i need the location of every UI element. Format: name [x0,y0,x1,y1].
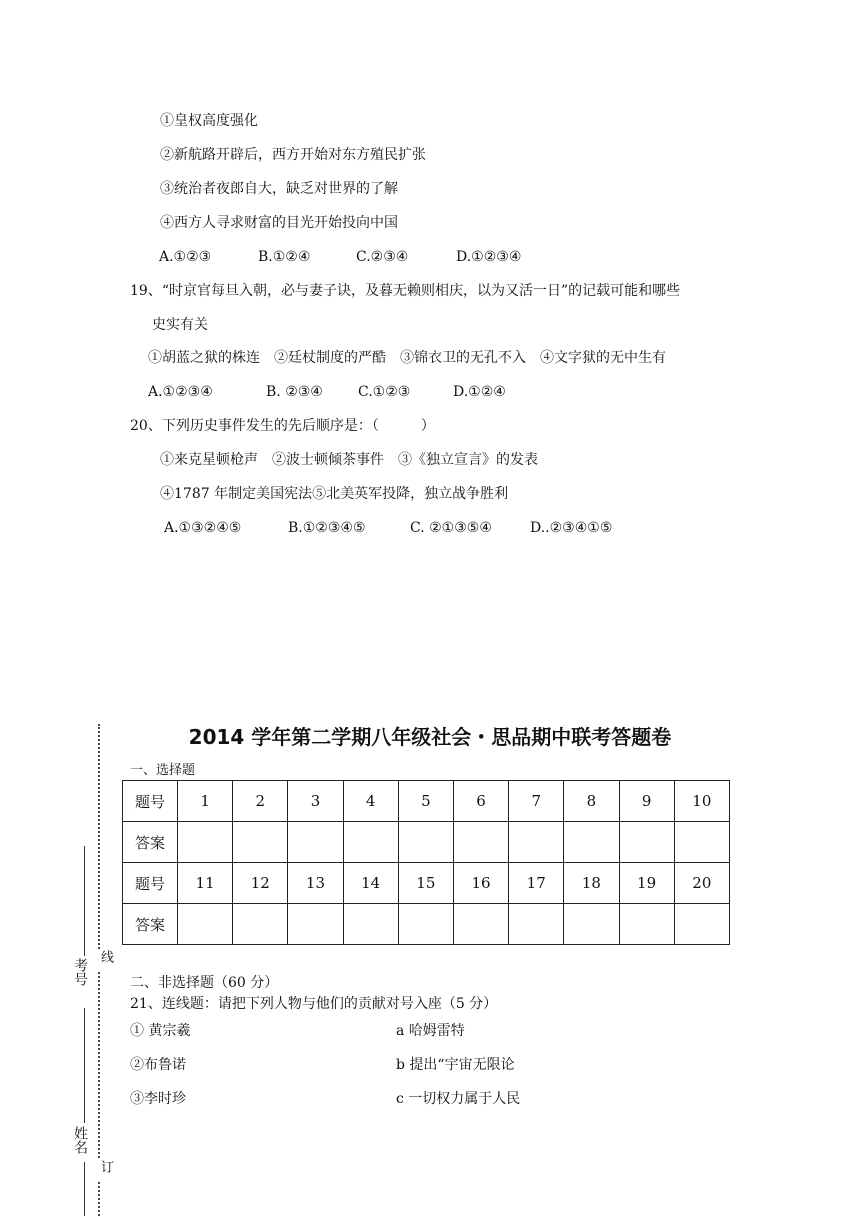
q18-item-3: ③统治者夜郎自大，缺乏对世界的了解 [160,181,398,197]
q18-option-b: B.①②④ [258,249,311,265]
table-row [123,904,730,945]
answer-cell[interactable] [619,904,674,945]
answer-cell[interactable] [398,904,453,945]
q20-option-a: A.①③②④⑤ [164,520,242,536]
q19-option-c: C.①②③ [358,384,411,400]
answer-cell[interactable] [674,822,729,863]
answer-cell[interactable] [398,822,453,863]
question-number-cell: 7 [509,781,564,822]
question-number-cell: 18 [564,863,619,904]
section-nonchoice-heading: 二、非选择题（60 分） [130,975,279,991]
q19-option-b: B. ②③④ [266,384,323,400]
question-number-cell: 10 [674,781,729,822]
question-number-cell: 2 [233,781,288,822]
question-number-cell: 12 [233,863,288,904]
question-number-cell: 3 [288,781,343,822]
q21-person-1: ① 黄宗羲 [130,1023,191,1039]
question-number-cell: 9 [619,781,674,822]
q19-items: ①胡蓝之狱的株连 ②廷杖制度的严酷 ③锦衣卫的无孔不入 ④文字狱的无中生有 [148,350,666,366]
q19-stem-line2: 史实有关 [152,317,208,333]
question-number-cell: 14 [343,863,398,904]
q20-option-d: D..②③④①⑤ [530,520,613,536]
answer-cell[interactable] [453,904,508,945]
answer-cell[interactable] [288,822,343,863]
answer-cell[interactable] [233,904,288,945]
name-blank[interactable] [84,1008,85,1123]
question-number-cell: 5 [398,781,453,822]
row-label-number: 题号 [123,781,178,822]
question-number-cell: 20 [674,863,729,904]
question-number-cell: 16 [453,863,508,904]
q21-contribution-c: c 一切权力属于人民 [396,1091,521,1107]
binding-bind-char: 订 [98,1160,113,1173]
q18-option-c: C.②③④ [356,249,409,265]
q21-contribution-a: a 哈姆雷特 [396,1023,465,1039]
q18-item-1: ①皇权高度强化 [160,113,258,129]
answer-grid [122,780,730,945]
binding-dotted-line [98,724,100,949]
answer-cell[interactable] [619,822,674,863]
section-choice-heading: 一、选择题 [130,763,196,778]
question-number-cell: 6 [453,781,508,822]
answer-sheet-title: 2014 学年第二学期八年级社会・思品期中联考答题卷 [188,725,672,749]
question-number-cell: 8 [564,781,619,822]
q18-option-a: A.①②③ [159,249,212,265]
question-number-cell: 11 [178,863,233,904]
answer-cell[interactable] [509,822,564,863]
q19-option-a: A.①②③④ [148,384,213,400]
question-number-cell: 1 [178,781,233,822]
q20-stem: 20、下列历史事件发生的先后顺序是：（ ） [130,418,435,434]
q21-person-3: ③李时珍 [130,1091,186,1107]
answer-cell[interactable] [178,904,233,945]
exam-number-label: 考号 [72,958,88,986]
q20-option-c: C. ②①③⑤④ [410,520,492,536]
binding-dotted-line [98,972,100,1158]
q18-item-2: ②新航路开辟后，西方开始对东方殖民扩张 [160,147,426,163]
question-number-cell: 19 [619,863,674,904]
q19-stem-line1: 19、“时京官每旦入朝，必与妻子诀，及暮无赖则相庆，以为又活一日”的记载可能和哪些 [130,283,681,299]
q21-person-2: ②布鲁诺 [130,1057,186,1073]
name-label: 姓名 [72,1126,88,1154]
answer-cell[interactable] [178,822,233,863]
table-row [123,822,730,863]
answer-cell[interactable] [453,822,508,863]
class-blank[interactable] [84,1162,85,1216]
q19-option-d: D.①②④ [453,384,506,400]
answer-cell[interactable] [564,904,619,945]
answer-cell[interactable] [343,822,398,863]
row-label-answer: 答案 [123,904,178,945]
q21-stem: 21、连线题：请把下列人物与他们的贡献对号入座（5 分） [130,996,498,1012]
binding-line-char: 线 [98,950,113,963]
q20-option-b: B.①②③④⑤ [288,520,366,536]
table-row [123,863,730,904]
q18-option-d: D.①②③④ [456,249,522,265]
table-row [123,781,730,822]
question-number-cell: 13 [288,863,343,904]
answer-cell[interactable] [288,904,343,945]
q21-contribution-b: b 提出“宇宙无限论 [396,1057,515,1073]
q20-items-line2: ④1787 年制定美国宪法⑤北美英军投降，独立战争胜利 [160,486,509,502]
question-number-cell: 17 [509,863,564,904]
row-label-number: 题号 [123,863,178,904]
answer-cell[interactable] [564,822,619,863]
answer-cell[interactable] [509,904,564,945]
question-number-cell: 15 [398,863,453,904]
q18-item-4: ④西方人寻求财富的目光开始投向中国 [160,215,398,231]
exam-number-blank[interactable] [84,846,85,956]
question-number-cell: 4 [343,781,398,822]
binding-dotted-line [98,1182,100,1216]
answer-cell[interactable] [343,904,398,945]
answer-cell[interactable] [674,904,729,945]
answer-cell[interactable] [233,822,288,863]
q20-items-line1: ①来克星顿枪声 ②波士顿倾茶事件 ③《独立宣言》的发表 [160,452,538,468]
row-label-answer: 答案 [123,822,178,863]
